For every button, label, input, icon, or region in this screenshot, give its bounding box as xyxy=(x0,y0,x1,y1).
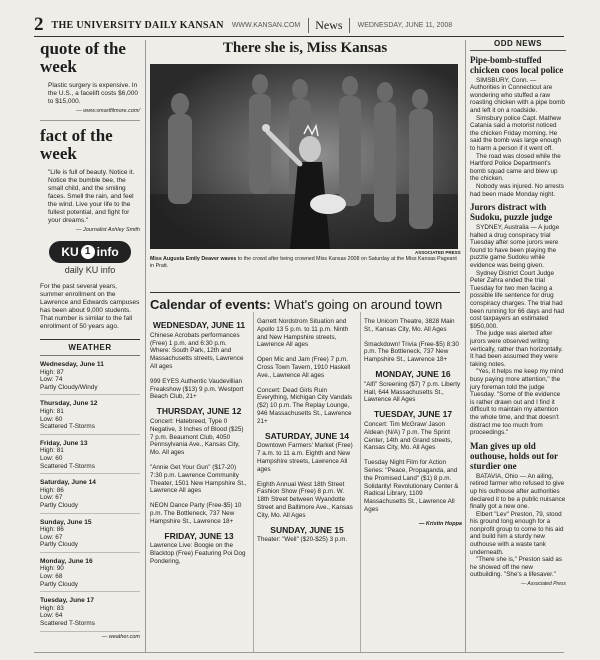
odd-news-stories xyxy=(470,55,566,579)
weather-day: Thursday, June 12 xyxy=(40,400,98,408)
calendar-column-1 xyxy=(150,318,248,573)
weather-high: High: 83 xyxy=(40,604,64,612)
weather-low: Low: 67 xyxy=(40,533,63,541)
calendar-event: Open Mic and Jam (Free) 7 p.m. Cross Town Tavern, 1910 Haskell Ave., Lawrence All ages xyxy=(257,356,351,379)
calendar-event: Tuesday Night Film for Action Series: "Peace, Propaganda, and the Promised Land" ($1) 8 p.m. Solidarity! Revolutionary Center & Radical Library, 1109 Massachusetts St., Lawrence All Ages xyxy=(364,459,459,513)
calendar-event: Garrett Nordstrom Situation and Apollo 13 5 p.m. to 11 p.m. Ninth and New Hampshire streets, Lawrence All ages xyxy=(257,318,349,349)
calendar-event: NEON Dance Party (Free-$5) 10 p.m. The Bottleneck, 737 New Hampshire St., Lawrence 18+ xyxy=(150,502,242,525)
divider xyxy=(40,120,140,121)
fact-title: fact of the week xyxy=(40,126,113,163)
calendar-event: Concert: Dead Girls Ruin Everything, Michigan City Vandals ($2) 10 p.m. The Replay Lounge, 946 Massachusetts St., Lawrence 21+ xyxy=(257,386,353,425)
weather-cond: Scattered T-Storms xyxy=(40,423,95,431)
weather-low: Low: 60 xyxy=(40,415,63,423)
issue-date: WEDNESDAY, JUNE 11, 2008 xyxy=(357,21,453,29)
weather-cond: Partly Cloudy/Windy xyxy=(40,383,98,391)
weather-cond: Scattered T-Storms xyxy=(40,620,95,628)
kuinfo-logo-left: KU xyxy=(61,245,79,259)
caption-lead: Miss Augusta Emily Deaver waves xyxy=(150,256,237,262)
weather-day xyxy=(40,361,140,395)
odd-news-credit: — Associated Press xyxy=(521,581,566,588)
weather-high: High: 87 xyxy=(40,368,64,376)
weather-high: High: 90 xyxy=(40,565,64,573)
weather-low: Low: 60 xyxy=(40,454,63,462)
photo-caption xyxy=(150,256,460,269)
odd-news-paragraph: Nobody was injured. No arrests had been made Monday night. xyxy=(470,182,564,198)
weather-high: High: 81 xyxy=(40,447,64,455)
footer-rule xyxy=(34,652,564,653)
odd-news-headline: Jurors distract with Sudoku, puzzle judge xyxy=(470,202,553,223)
kuinfo-logo-mid: 1 xyxy=(81,245,95,259)
kuinfo-subtitle: daily KU info xyxy=(64,265,116,275)
quote-title: quote of the week xyxy=(40,39,126,76)
odd-news-paragraph: Simsbury police Capt. Mathew Catania said a motorist noticed the chicken Friday morning. He said the bomb was large enough to harm a person if it went off. xyxy=(470,114,562,152)
calendar-event: Chinese Acrobats performances (Free) 1 p.m. and 6:30 p.m. Where: South Park, 12th and Massachusetts streets, Lawrence All ages xyxy=(150,331,244,370)
weather-title: WEATHER xyxy=(40,339,140,356)
weather-day: Tuesday, June 17 xyxy=(40,597,94,605)
left-column xyxy=(40,40,140,640)
odd-news-paragraph: Sydney District Court Judge Peter Zahra ended the trial Tuesday for two men facing a possible life sentence for drug conspiracy charges. The trial had been running for 66 days and had cost taxpayers an estimated $950,000. xyxy=(470,269,565,330)
weather-cond: Partly Cloudy xyxy=(40,501,79,509)
odd-news-paragraph: SYDNEY, Australia — A judge halted a drug conspiracy trial Tuesday after some jurors were found to have been playing the puzzle game Sudoku while evidence was being given. xyxy=(470,224,560,270)
caption-text: to the crowd after being crowned Miss Kansas 2008 on Saturday at the Miss Kansas Pageant in Pratt. xyxy=(150,256,457,269)
column-divider xyxy=(145,40,146,652)
calendar-event: Concert: Hatebreed, Type 0 Negative, 3 Inches of Blood ($25) 7 p.m. Beaumont Club, 4050 Pennsylvania Ave., Kansas City, Mo. All ages xyxy=(150,417,244,457)
kuinfo-logo xyxy=(49,241,131,263)
calendar-event: The Unicorn Theatre, 3828 Main St., Kansas City, Mo. All Ages xyxy=(364,318,455,333)
calendar-day-heading: SATURDAY, JUNE 14 xyxy=(264,430,350,441)
photo-credit: ASSOCIATED PRESS xyxy=(415,250,461,255)
weather-day xyxy=(40,400,140,434)
calendar-day-heading: MONDAY, JUNE 16 xyxy=(375,368,451,379)
weather-day xyxy=(40,558,140,592)
kuinfo-box xyxy=(40,241,140,275)
section-name: News xyxy=(308,18,349,33)
calendar-title-bold: Calendar of events: xyxy=(150,297,271,312)
weather-day: Sunday, June 15 xyxy=(40,518,92,526)
weather-day: Monday, June 16 xyxy=(40,557,93,565)
weather-high: High: 86 xyxy=(40,526,64,534)
calendar-column-2 xyxy=(257,318,357,551)
calendar-day-heading: WEDNESDAY, JUNE 11 xyxy=(152,320,246,330)
odd-news-paragraph: The judge was alerted after jurors were observed writing vertically, rather than horizontally. It had been assumed they were taking notes. xyxy=(470,330,563,368)
calendar-event: Eighth Annual West 18th Street Fashion Show (Free) 8 p.m. W. 18th Street between Wyandotte Street and Baltimore Ave., Kansas City, Mo. All Ages xyxy=(257,480,353,519)
weather-low: Low: 68 xyxy=(40,573,63,581)
pageant-photo xyxy=(150,64,458,249)
weather-low: Low: 64 xyxy=(40,612,63,620)
weather-cond: Partly Cloudy xyxy=(40,580,79,588)
calendar-day-heading: TUESDAY, JUNE 17 xyxy=(373,409,453,420)
odd-news-paragraph: "Yes, it helps me keep my mind busy paying more attention," the jury foreman told the judge Tuesday. "Some of the evidence is rather drawn out and I find it difficult to maintain my attention the whole time, and that doesn't distract me too much from proceedings." xyxy=(470,368,564,437)
weather-credit: — weather.com xyxy=(101,633,140,640)
masthead: THE UNIVERSITY DAILY KANSAN xyxy=(51,19,224,31)
weather-cond: Partly Cloudy xyxy=(40,541,79,549)
odd-news-paragraph: The road was closed while the Hartford Police Department's bomb squad came and blew up the chicken. xyxy=(470,152,561,183)
calendar-event: Theater: "Well" ($20-$25) 3 p.m. xyxy=(257,536,348,544)
fact-text: "Life is full of beauty. Notice it. Notice the bumble bee, the small child, and the smiling faces. Smell the rain, and feel the wind. Live your life to the fullest potential, and fight for your dreams." xyxy=(48,169,135,224)
weather-high: High: 86 xyxy=(40,486,64,494)
odd-news-column xyxy=(470,40,566,589)
calendar-day-heading: FRIDAY, JUNE 13 xyxy=(164,530,234,541)
column-divider xyxy=(465,40,466,652)
odd-news-headline: Pipe-bomb-stuffed chicken coos local police xyxy=(470,54,564,75)
weather-low: Low: 74 xyxy=(40,376,63,384)
calendar-event: "Alfi" Screening ($7) 7 p.m. Liberty Hall, 644 Massachusetts St., Lawrence All Ages xyxy=(364,380,461,404)
quote-credit: — www.smartfilmore.com/ xyxy=(76,108,140,114)
pageant-photo-image xyxy=(150,64,458,249)
calendar-day-heading: SUNDAY, JUNE 15 xyxy=(270,524,344,535)
calendar-day-heading: THURSDAY, JUNE 12 xyxy=(156,406,242,417)
calendar-divider xyxy=(253,312,254,652)
weather-day xyxy=(40,519,140,553)
calendar-column-3 xyxy=(364,318,462,529)
quote-text: Plastic surgery is expensive. In the U.S., a facelift costs $6,000 to $15,000. xyxy=(48,82,138,105)
odd-news-paragraph: "There she is," Preston said as he showed off the new outbuilding. "She's a lifesaver." xyxy=(470,556,563,579)
calendar-event: Smackdown! Trivia (Free-$5) 8:30 p.m. The Bottleneck, 737 New Hampshire St., Lawrence 18+ xyxy=(364,340,459,364)
weather-low: Low: 67 xyxy=(40,494,63,502)
calendar-event: "Annie Get Your Gun" ($17-20) 7:30 p.m. Lawrence Community Theater, 1501 New Hampshire St., Lawrence All ages xyxy=(150,463,247,495)
weather-cond: Scattered T-Storms xyxy=(40,462,95,470)
odd-news-paragraph: Elbert "Lev" Preston, 79, stood his ground long enough for a nonprofit group to come to his aid and build him a sturdy new outhouse with a waste tank underneath. xyxy=(470,510,564,556)
site-url[interactable]: WWW.KANSAN.COM xyxy=(231,21,301,29)
calendar-event: Lawrence Live: Boogie on the Blacktop (Free) Featuring Poi Dog Pondering, xyxy=(150,542,246,565)
calendar-event: Concert: Tim McGraw/ Jason Aldean (N/A) 7 p.m. The Sprint Center, 14th and Grand streets, Kansas City, Mo. All Ages xyxy=(364,420,453,452)
odd-news-paragraph: SIMSBURY, Conn. — Authorities in Connecticut are wondering who stuffed a raw roasting chicken with a pipe bomb and left it on a roadside. xyxy=(470,76,565,114)
calendar-title-rest: What's going on around town xyxy=(270,297,443,312)
odd-news-headline: Man gives up old outhouse, holds out for sturdier one xyxy=(470,440,558,471)
weather-day xyxy=(40,597,140,631)
weather-day: Saturday, June 14 xyxy=(40,479,96,487)
weather-day: Friday, June 13 xyxy=(40,439,88,447)
weather-day xyxy=(40,479,140,513)
kuinfo-text: For the past several years, summer enrollment on the Lawrence and Edwards campuses has been about 9,000 students. That number is similar to the fall enrollment of 50 years ago. xyxy=(40,283,140,330)
weather-day: Wednesday, June 11 xyxy=(40,361,104,368)
fact-credit: — Journalist Ashley Smith xyxy=(76,227,140,233)
page-number: 2 xyxy=(34,14,44,35)
calendar-title xyxy=(150,292,460,312)
odd-news-title: ODD NEWS xyxy=(470,40,566,51)
weather-day xyxy=(40,440,140,474)
page-header xyxy=(34,14,564,37)
weather-list xyxy=(40,361,140,632)
calendar-divider xyxy=(360,312,361,652)
weather-high: High: 81 xyxy=(40,407,64,415)
calendar-event: Downtown Farmers' Market (Free) 7 a.m. to 11 a.m. Eighth and New Hampshire streets, Lawrence All ages xyxy=(257,442,353,473)
kuinfo-logo-right: info xyxy=(96,245,119,259)
photo-headline: There she is, Miss Kansas xyxy=(222,40,388,56)
calendar-byline: — Kristin Hoppa xyxy=(418,520,462,527)
calendar-event: 999 EYES Authentic Vaudevillian Freakshow ($13) 9 p.m. Westport Beach Club, 21+ xyxy=(150,377,244,401)
odd-news-paragraph: BATAVIA, Ohio — An ailing, retired farmer who refused to give up his outhouse after authorities declared it to be a public nuisance finally got a new one. xyxy=(470,472,566,511)
